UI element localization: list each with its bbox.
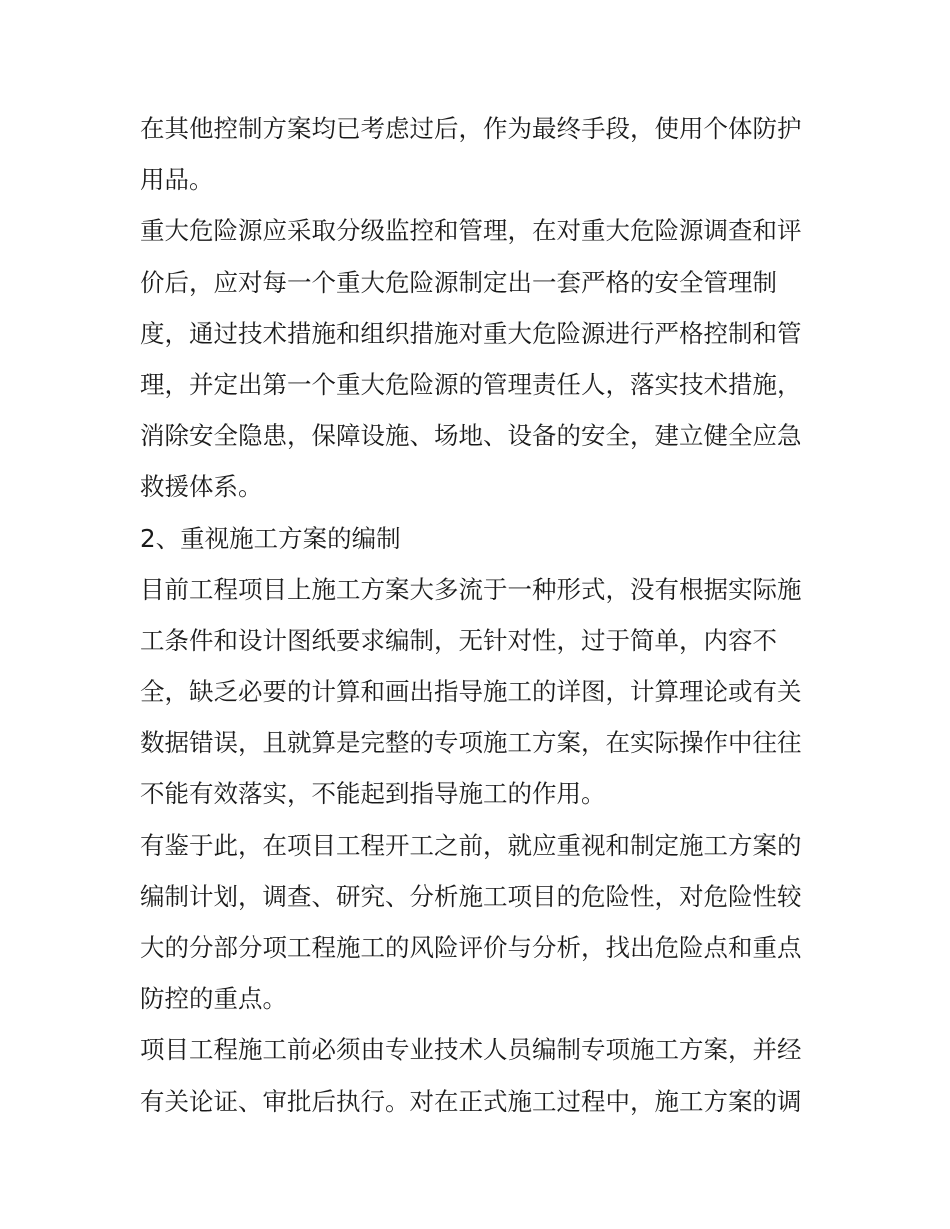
text-line: 在其他控制方案均已考虑过后，作为最终手段，使用个体防护 <box>140 114 802 143</box>
text-line: 度，通过技术措施和组织措施对重大危险源进行严格控制和管 <box>140 318 802 348</box>
text-line: 价后，应对每一个重大危险源制定出一套严格的安全管理制 <box>140 267 777 297</box>
text-line: 防控的重点。 <box>140 984 287 1014</box>
text-line: 救援体系。 <box>140 472 263 502</box>
text-line: 不能有效落实，不能起到指导施工的作用。 <box>140 779 606 809</box>
text-line: 消除安全隐患，保障设施、场地、设备的安全，建立健全应急 <box>140 421 802 451</box>
document-body <box>140 103 812 1127</box>
text-line: 目前工程项目上施工方案大多流于一种形式，没有根据实际施 <box>140 574 802 604</box>
text-line: 全，缺乏必要的计算和画出指导施工的详图，计算理论或有关 <box>140 677 802 707</box>
text-line: 项目工程施工前必须由专业技术人员编制专项施工方案，并经 <box>140 1035 802 1065</box>
text-line: 大的分部分项工程施工的风险评价与分析，找出危险点和重点 <box>140 933 802 962</box>
text-line: 数据错误，且就算是完整的专项施工方案，在实际操作中往往 <box>140 728 802 758</box>
section-heading: 2、重视施工方案的编制 <box>140 523 401 553</box>
text-line: 工条件和设计图纸要求编制，无针对性，过于简单，内容不 <box>140 625 777 655</box>
text-line: 用品。 <box>140 165 214 195</box>
text-line: 重大危险源应采取分级监控和管理，在对重大危险源调查和评 <box>140 216 802 246</box>
text-line: 有鉴于此，在项目工程开工之前，就应重视和制定施工方案的 <box>140 830 802 860</box>
text-line: 编制计划，调查、研究、分析施工项目的危险性，对危险性较 <box>140 881 802 911</box>
text-line: 有关论证、审批后执行。对在正式施工过程中，施工方案的调 <box>140 1086 802 1116</box>
text-line: 理，并定出第一个重大危险源的管理责任人，落实技术措施， <box>140 369 802 399</box>
